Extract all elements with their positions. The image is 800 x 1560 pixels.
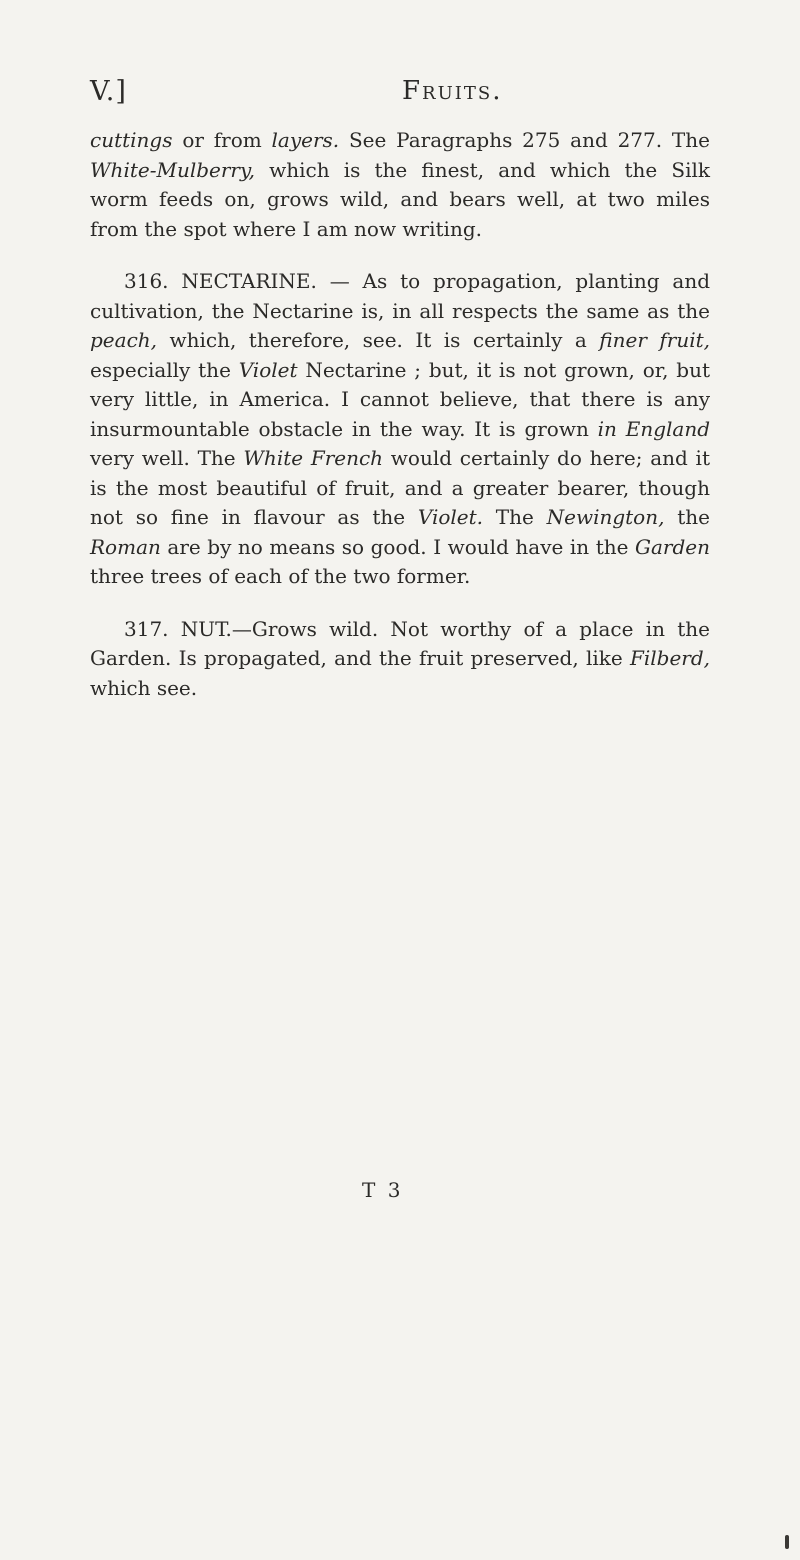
text-run: would certainly do here; and it is the most beautiful of fruit, and a greater bearer, though not so fine in flavour as the	[90, 446, 710, 529]
italic-text: Violet	[238, 357, 298, 382]
ink-speck	[785, 1535, 789, 1549]
italic-text: White-Mulberry,	[90, 157, 255, 182]
section-number: V.]	[90, 76, 127, 107]
text-run: the	[664, 505, 710, 529]
text-run: which, therefore, see. It is certainly a	[157, 328, 600, 352]
text-run: which is the finest, and which the Silk worm feeds on, grows wild, and bears well, at two miles from the spot where I am now writing.	[90, 157, 710, 241]
italic-text: peach,	[90, 328, 158, 352]
body-text	[90, 126, 710, 726]
text-run: which see.	[90, 675, 198, 700]
paragraph-mulberry-continued	[90, 126, 710, 244]
text-run: especially the	[90, 357, 239, 382]
text-run: three trees of each of the two former.	[90, 564, 471, 588]
page-header	[90, 76, 710, 116]
text-run: See Paragraphs 275 and 277. The	[339, 128, 710, 152]
text-run: are by no means so good. I would have in the	[160, 534, 636, 559]
text-run: Nectarine ; but, it is not grown, or, but very little, in America. I cannot believe, that there is any insurmountable obstacle in the way. It is grown	[90, 357, 710, 441]
signature-mark: T 3	[362, 1178, 404, 1202]
italic-text: Newington,	[546, 505, 665, 529]
italic-text: cuttings	[90, 128, 173, 152]
italic-text: Garden	[635, 534, 710, 559]
italic-text: White French	[243, 446, 384, 470]
text-run: very well. The	[90, 446, 244, 470]
italic-text: in England	[597, 416, 711, 441]
italic-text: Filberd,	[629, 646, 710, 670]
italic-text: layers.	[271, 128, 340, 152]
running-title: Fruits.	[402, 76, 503, 106]
text-run: 316. NECTARINE. — As to propagation, planting and cultivation, the Nectarine is, in all respects the same as the	[90, 269, 710, 323]
italic-text: Roman	[90, 534, 161, 559]
italic-text: finer fruit,	[599, 328, 710, 352]
paragraph-nectarine	[90, 267, 710, 592]
text-run: 317. NUT.—Grows wild. Not worthy of a place in the Garden. Is propagated, and the fruit preserved, like	[90, 616, 710, 670]
text-run: The	[483, 505, 547, 529]
italic-text: Violet.	[417, 505, 484, 529]
paragraph-nut	[90, 615, 710, 704]
text-run: or from	[172, 128, 272, 152]
